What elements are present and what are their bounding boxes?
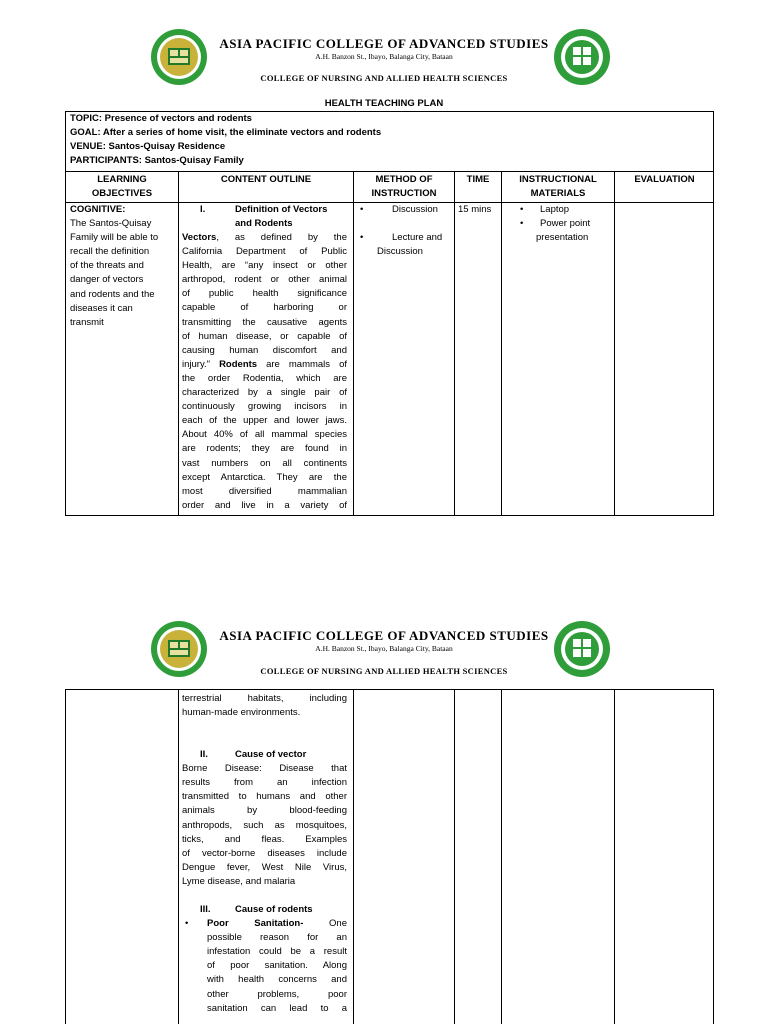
page-2 — [0, 610, 768, 1024]
time-cell: 15 mins — [458, 204, 492, 215]
college-name: COLLEGE OF NURSING AND ALLIED HEALTH SCIENCES — [260, 73, 508, 83]
section-3-heading: III. Cause of rodents — [200, 904, 313, 916]
institution-address: A.H. Banzon St., Ibayo, Balanga City, Bataan — [315, 52, 453, 61]
plan-venue: VENUE: Santos-Quisay Residence — [70, 141, 226, 152]
plan-topic: TOPIC: Presence of vectors and rodents — [70, 113, 252, 124]
plan-goal: GOAL: After a series of home visit, the eliminate vectors and rodents — [70, 127, 382, 138]
content-outline-continued: terrestrial habitats, including human-made environments. II. Cause of vector Borne Disease: Disease that results from an infection transmitted to humans and other animals by blood-feeding anthropods, such as mosquitoes, ticks, and fleas. Examples of vector-borne diseases include Dengue fever, West Nile Virus, Lyme disease, and malaria III. Cause of rodents • Poor Sanitation- One possible reason for an infestation could be a result of poor sanitation. Along with health concerns and other problems, poor sanitation can lead to a — [182, 692, 347, 1016]
header-content-outline: CONTENT OUTLINE — [220, 174, 312, 185]
section-2-heading: II. Cause of vector — [200, 749, 307, 761]
header-evaluation: EVALUATION — [634, 174, 695, 185]
institution-name: ASIA PACIFIC COLLEGE OF ADVANCED STUDIES — [219, 36, 549, 51]
header-time: TIME — [466, 174, 490, 185]
section-1-heading: I. Definition of Vectors and Rodents — [200, 204, 328, 229]
header-method: METHOD OF INSTRUCTION — [371, 174, 437, 199]
header-materials: INSTRUCTIONAL MATERIALS — [519, 174, 597, 199]
bullet-poor-sanitation: • Poor Sanitation- One possible reason for an infestation could be a result of poor sanitation. Along with health concerns and other problems, poor sanitation can lead to a — [185, 918, 347, 1014]
materials-cell: • Laptop • Power point presentation — [520, 204, 591, 243]
institution-address: A.H. Banzon St., Ibayo, Balanga City, Bataan — [315, 644, 453, 653]
content-outline-cell: I. Definition of Vectors and Rodents Vectors, as defined by the California Department of Public Health, are “any insect or other arthropod, rodent or other animal of public health significance capable of harboring or transmitting the causative agents of human disease, or capable of causing human discomfort and injury." Rodents are mammals of the order Rodentia, which are characterized by a single pair of continuously growing incisors in each of the upper and lower jaws. About 40% of all mammal species are rodents; they are found in vast numbers on all continents except Antarctica. They are the most diversified mammalian order and live in a variety of — [182, 204, 347, 511]
method-cell: • Discussion • Lecture and Discussion — [360, 204, 443, 257]
plan-participants: PARTICIPANTS: Santos-Quisay Family — [70, 155, 244, 166]
institution-name: ASIA PACIFIC COLLEGE OF ADVANCED STUDIES — [219, 628, 549, 643]
document-title: HEALTH TEACHING PLAN — [324, 98, 444, 109]
college-name: COLLEGE OF NURSING AND ALLIED HEALTH SCIENCES — [260, 666, 508, 676]
objective-cell: COGNITIVE: The Santos-Quisay Family will be able to recall the definition of the threats and danger of vectors and rodents and the diseases it can transmit — [70, 204, 159, 328]
header-learning-objectives: LEARNING OBJECTIVES — [91, 174, 153, 199]
